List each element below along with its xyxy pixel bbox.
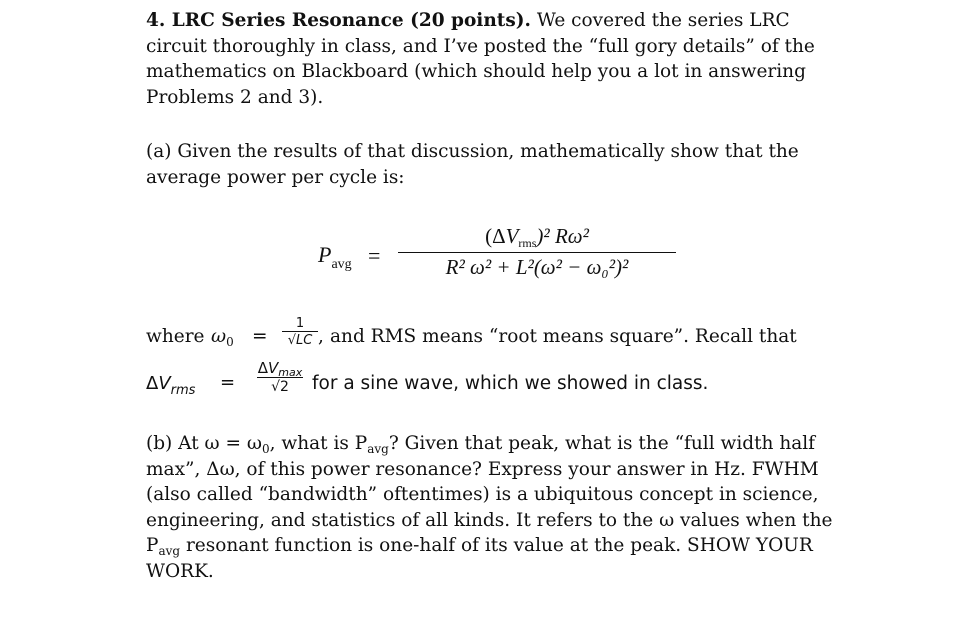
vrms-equals: =	[220, 372, 236, 393]
rms-note: and RMS means “root means square”. Recall that	[330, 326, 797, 347]
power-equation	[318, 222, 678, 292]
problem-heading: 4. LRC Series Resonance (20 points).	[146, 10, 531, 31]
sine-wave-note: for a sine wave, which we showed in class.	[312, 373, 709, 394]
equation-numerator: $(\Delta V_{rms})^2$ Rω²	[485, 224, 589, 250]
part-b-text: (b) At $\omega = \omega_0$, what is $P_{avg}$? Given that peak, what is the “full width half max”, Δω, of this power resonance? Express your answer in Hz. FWHM (also called “bandwidth” oftentimes) is a ubiquitous concept in science, engineering, and statistics of all kinds. It refers to the ω values when the $P_{avg}$ resonant function is one-half of its value at the peak. SHOW YOUR WORK.	[146, 433, 833, 582]
vrms-symbol: $\Delta V_{rms}$	[146, 373, 196, 398]
vmax-fraction: $\Delta V_{max}$ √2	[257, 359, 303, 395]
problem-intro-text: We covered the series LRC circuit thoroughly in class, and I’ve posted the “full gory details” of the mathematics on Blackboard (which should help you a lot in answering Problems 2 and 3).	[146, 10, 815, 108]
part-a-text: (a) Given the results of that discussion, mathematically show that the average power per cycle is:	[146, 141, 799, 188]
equation-denominator: R² ω² + L²(ω² − ω₀²)²	[445, 255, 629, 279]
omega0-equals: =	[252, 326, 268, 347]
equation-lhs: $P_{avg}$	[318, 242, 352, 272]
omega0-symbol: $\omega_0$	[211, 326, 234, 349]
omega0-fraction: 1 √LC	[280, 316, 320, 350]
equation-equals: =	[368, 243, 381, 268]
problem-intro	[146, 8, 836, 110]
where-word: where	[146, 326, 205, 347]
equation-fraction	[396, 222, 678, 281]
omega0-comma: ,	[318, 326, 324, 347]
